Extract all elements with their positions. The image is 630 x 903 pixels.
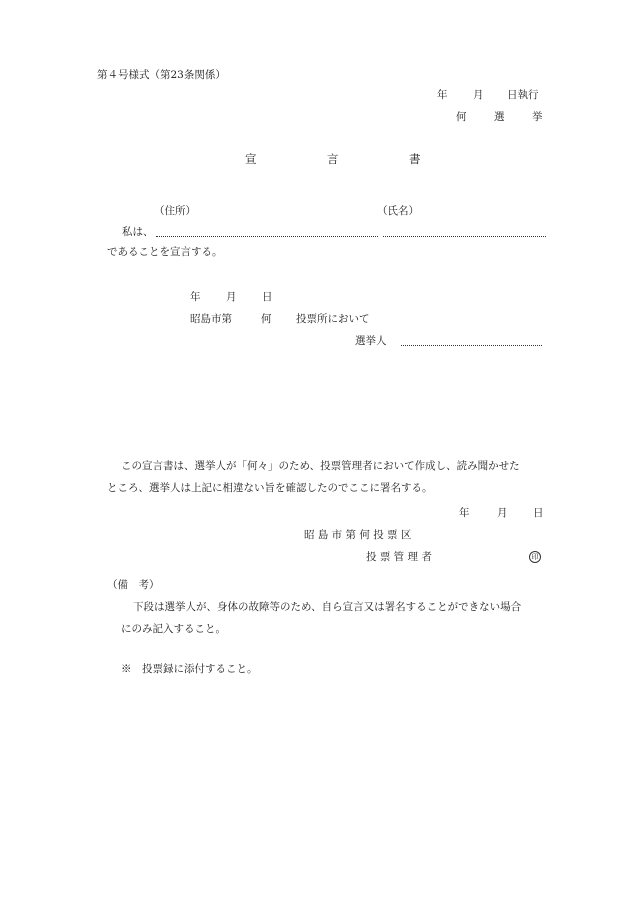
date-month-label: 月 (473, 89, 484, 101)
voter-signature-field[interactable] (401, 345, 542, 346)
polling-place-suffix: 投票所において (296, 313, 370, 325)
proxy-year-label: 年 (459, 507, 470, 519)
polling-district: 昭 島 市 第 何 投 票 区 (304, 529, 412, 541)
polling-place-prefix: 昭島市第 (190, 313, 232, 325)
title-char-1: 宣 (245, 152, 257, 166)
name-label: （氏名） (377, 205, 419, 217)
remarks-line-1: 下段は選挙人が、身体の故障等のため、自ら宣言又は署名することができない場合 (133, 601, 522, 613)
address-field[interactable] (156, 236, 378, 237)
title-char-3: 書 (409, 152, 421, 166)
signing-year-label: 年 (190, 291, 201, 303)
attachment-note: ※ 投票録に添付すること。 (121, 663, 258, 675)
proxy-line-2: ところ、選挙人は上記に相違ない旨を確認したのでここに署名する。 (107, 482, 433, 494)
signing-month-label: 月 (226, 291, 237, 303)
proxy-day-label: 日 (533, 507, 544, 519)
remarks-line-2: にのみ記入すること。 (121, 623, 226, 635)
proxy-line-1: この宣言書は、選挙人が「何々」のため、投票管理者において作成し、読み聞かせた (121, 460, 520, 472)
name-field[interactable] (383, 236, 546, 237)
date-year-label: 年 (437, 89, 448, 101)
address-label: （住所） (154, 205, 196, 217)
seal-mark: 印 (529, 551, 541, 563)
title-char-2: 言 (327, 152, 339, 166)
election-char-3: 挙 (532, 111, 543, 123)
voter-label: 選挙人 (355, 335, 387, 347)
remarks-heading: （備 考） (107, 579, 160, 591)
date-day-exec-label: 日執行 (507, 89, 539, 101)
polling-place-nani: 何 (261, 313, 272, 325)
form-number: 第４号様式（第23条関係） (97, 69, 226, 81)
signing-day-label: 日 (262, 291, 273, 303)
polling-manager-label: 投 票 管 理 者 (366, 551, 432, 563)
declaration-tail: であることを宣言する。 (107, 246, 223, 258)
declaration-lead: 私は、 (122, 226, 154, 238)
proxy-month-label: 月 (497, 507, 508, 519)
election-char-2: 選 (494, 111, 505, 123)
election-char-1: 何 (456, 111, 467, 123)
